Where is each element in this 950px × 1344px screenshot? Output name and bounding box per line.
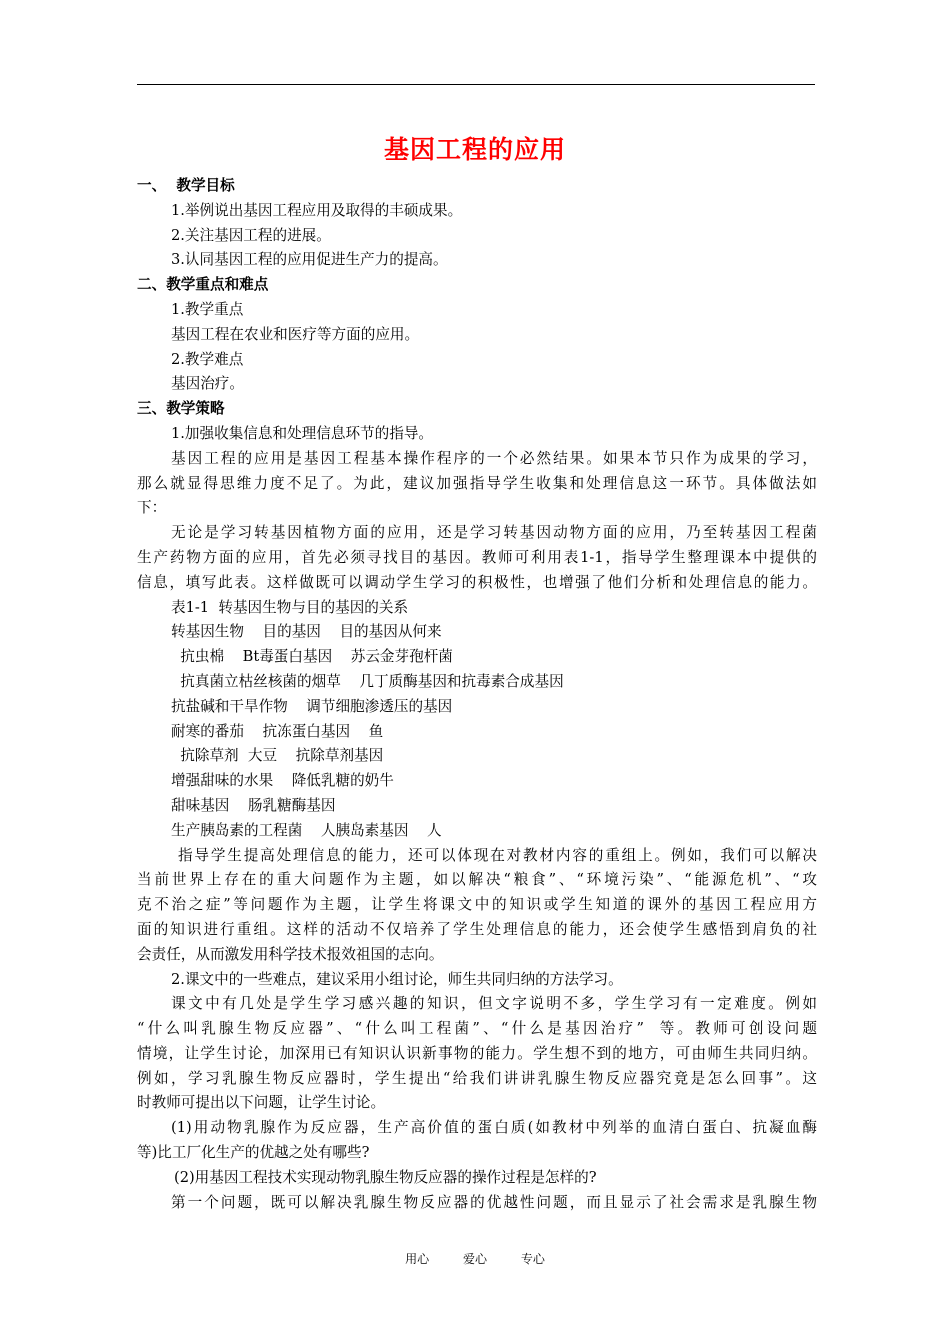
paragraph: 下：: [137, 499, 167, 517]
paragraph: 等)比工厂化生产的优越之处有哪些?: [137, 1144, 370, 1162]
paragraph: 1.加强收集信息和处理信息环节的指导。: [171, 424, 434, 442]
paragraph: 克不治之症”等问题作为主题，让学生将课文中的知识或学生知道的课外的基因工程应用方: [137, 896, 817, 914]
paragraph: 1.教学重点: [171, 300, 244, 318]
paragraph: 3.认同基因工程的应用促进生产力的提高。: [171, 251, 448, 269]
table-row: 抗真菌立枯丝核菌的烟草 几丁质酶基因和抗毒素合成基因: [171, 672, 564, 690]
paragraph: 面的知识进行重组。这样的活动不仅培养了学生处理信息的能力，还会使学生感悟到肩负的社: [137, 920, 817, 938]
paragraph: 指导学生提高处理信息的能力，还可以体现在对教材内容的重组上。例如，我们可以解决: [178, 846, 817, 864]
section-heading-key-points: 二、教学重点和难点: [137, 276, 269, 294]
paragraph: 无论是学习转基因植物方面的应用，还是学习转基因动物方面的应用，乃至转基因工程菌: [171, 524, 817, 542]
paragraph: “什么叫乳腺生物反应器”、“什么叫工程菌”、“什么是基因治疗” 等。教师可创设问题: [137, 1020, 817, 1038]
paragraph: (2)用基因工程技术实现动物乳腺生物反应器的操作过程是怎样的?: [174, 1168, 597, 1186]
paragraph: 情境，让学生讨论，加深用已有知识认识新事物的能力。学生想不到的地方，可由师生共同归纳。: [137, 1044, 817, 1062]
paragraph: 基因治疗。: [171, 375, 244, 393]
page-footer: [0, 1250, 950, 1267]
table-row: 增强甜味的水果 降低乳糖的奶牛: [171, 772, 394, 790]
header-rule: [137, 84, 815, 85]
paragraph: 2.教学难点: [171, 350, 244, 368]
paragraph: 1.举例说出基因工程应用及取得的丰硕成果。: [171, 201, 463, 219]
paragraph: 基因工程的应用是基因工程基本操作程序的一个必然结果。如果本节只作为成果的学习，: [171, 449, 817, 467]
table-row: 抗除草剂 大豆 抗除草剂基因: [171, 747, 384, 765]
table-caption: 表1-1 转基因生物与目的基因的关系: [171, 598, 409, 616]
paragraph: 生产药物方面的应用，首先必须寻找目的基因。教师可利用表1-1，指导学生整理课本中提供的: [137, 548, 817, 566]
paragraph: 2.关注基因工程的进展。: [171, 226, 331, 244]
table-row: 抗盐碱和干旱作物 调节细胞渗透压的基因: [171, 697, 453, 715]
paragraph: 例如，学习乳腺生物反应器时，学生提出“给我们讲讲乳腺生物反应器究竟是怎么回事”。这: [137, 1069, 817, 1087]
table-row: 生产胰岛素的工程菌 人胰岛素基因 人: [171, 821, 442, 839]
paragraph: 第一个问题，既可以解决乳腺生物反应器的优越性问题，而且显示了社会需求是乳腺生物: [171, 1193, 817, 1211]
paragraph: (1)用动物乳腺作为反应器，生产高价值的蛋白质(如教材中列举的血清白蛋白、抗凝血酶: [171, 1119, 817, 1137]
footer-text: 用心: [405, 1252, 430, 1266]
paragraph: 当前世界上存在的重大问题作为主题，如以解决“粮食”、“环境污染”、“能源危机”、“攻: [137, 871, 817, 889]
section-heading-goals: 一、 教学目标: [137, 177, 235, 194]
document-body: [137, 174, 817, 1215]
paragraph: 会责任，从而激发用科学技术报效祖国的志向。: [137, 945, 444, 963]
paragraph: 那么就显得思维力度不足了。为此，建议加强指导学生收集和处理信息这一环节。具体做法如: [137, 474, 817, 492]
paragraph: 信息，填写此表。这样做既可以调动学生学习的积极性，也增强了他们分析和处理信息的能力。: [137, 573, 817, 591]
paragraph: 时教师可提出以下问题，让学生讨论。: [137, 1094, 386, 1112]
paragraph: 课文中有几处是学生学习感兴趣的知识，但文字说明不多，学生学习有一定难度。例如: [171, 995, 817, 1013]
table-row: 抗虫棉 Bt毒蛋白基因 苏云金芽孢杆菌: [171, 648, 453, 666]
table-row: 转基因生物 目的基因 目的基因从何来: [171, 623, 442, 641]
footer-text: 爱心: [462, 1252, 487, 1266]
paragraph: 2.课文中的一些难点，建议采用小组讨论，师生共同归纳的方法学习。: [171, 970, 623, 988]
footer-text: 专心: [520, 1252, 545, 1266]
table-row: 甜味基因 肠乳糖酶基因: [171, 796, 336, 814]
section-heading-strategy: 三、教学策略: [137, 400, 225, 418]
table-row: 耐寒的番茄 抗冻蛋白基因 鱼: [171, 722, 384, 740]
paragraph: 基因工程在农业和医疗等方面的应用。: [171, 325, 420, 343]
page-title: 基因工程的应用: [383, 135, 566, 164]
